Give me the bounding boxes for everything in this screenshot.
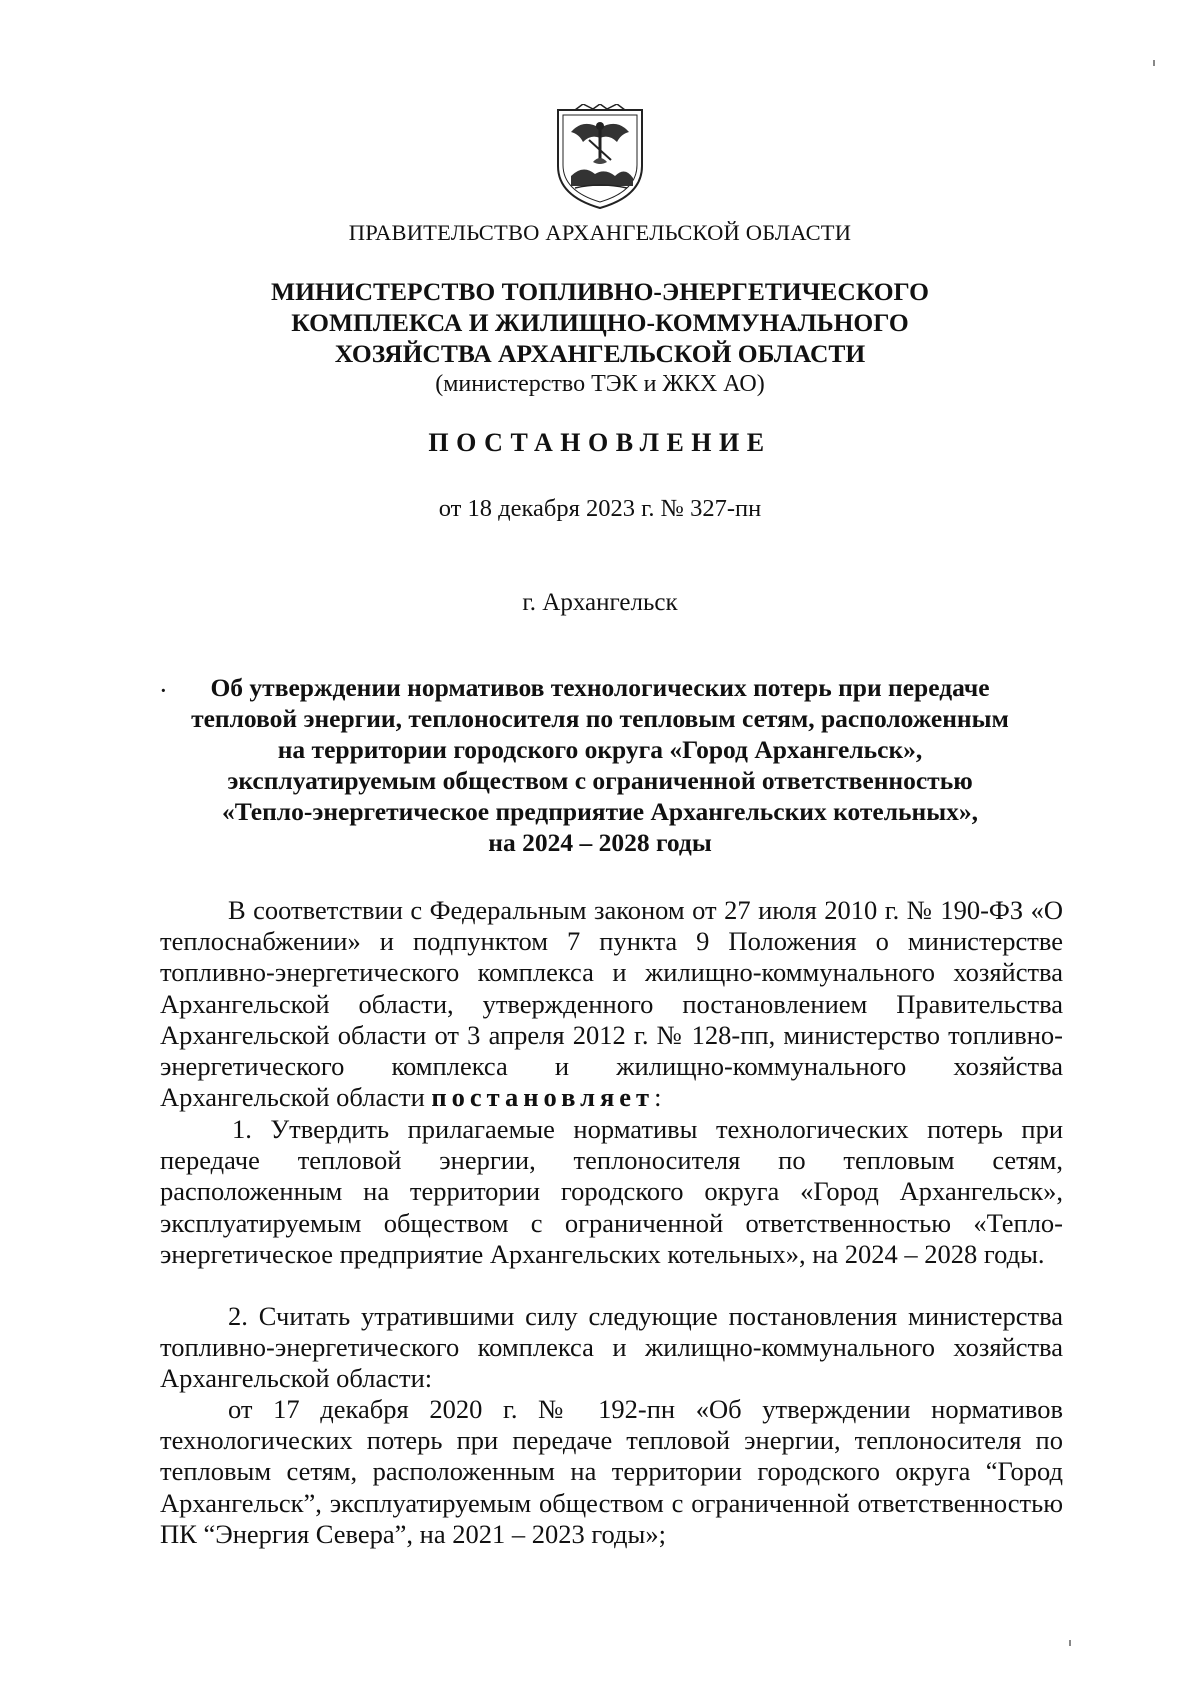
title-line-6: на 2024 – 2028 годы bbox=[488, 828, 712, 857]
government-name: ПРАВИТЕЛЬСТВО АРХАНГЕЛЬСКОЙ ОБЛАСТИ bbox=[348, 220, 852, 245]
ministry-name-line-1: МИНИСТЕРСТВО ТОПЛИВНО-ЭНЕРГЕТИЧЕСКОГО bbox=[271, 277, 929, 306]
item-2-subitem-1: от 17 декабря 2020 г. № 192-пн «Об утверждении нормативов технологических потерь при передаче тепловой энергии, теплоносителя по тепловым сетям, расположенным на территории городского округа “Город Архангельск”, эксплуатируемым обществом с ограниченной ответственностью ПК “Энергия Севера”, на 2021 – 2023 годы»; bbox=[160, 1394, 1063, 1549]
ministry-name-line-2: КОМПЛЕКСА И ЖИЛИЩНО-КОММУНАЛЬНОГО bbox=[291, 308, 909, 337]
document-date-number: от 18 декабря 2023 г. № 327-пн bbox=[438, 495, 762, 522]
preamble-paragraph bbox=[160, 895, 1063, 1113]
document-city: г. Архангельск bbox=[522, 589, 678, 616]
title-line-1: Об утверждении нормативов технологических потерь при передаче bbox=[210, 673, 990, 702]
decree-word: постановляет bbox=[431, 1082, 655, 1113]
title-bullet: · bbox=[160, 680, 167, 702]
title-line-2: тепловой энергии, теплоносителя по тепловым сетям, расположенным bbox=[191, 704, 1009, 733]
title-line-4: эксплуатируемым обществом с ограниченной ответственностью bbox=[227, 766, 973, 795]
scan-mark bbox=[1069, 1640, 1071, 1646]
preamble-text: В соответствии с Федеральным законом от 27 июля 2010 г. № 190-ФЗ «О теплоснабжении» и подпунктом 7 пункта 9 Положения о министерстве топливно-энергетического комплекса и жилищно-коммунального хозяйства Архангельской области, утвержденного постановлением Правительства Архангельской области от 3 апреля 2012 г. № 128-пп, министерство топливно-энергетического комплекса и жилищно-коммунального хозяйства Архангельской области bbox=[160, 895, 1063, 1113]
coat-of-arms-icon bbox=[553, 104, 647, 212]
item-1-paragraph: 1. Утвердить прилагаемые нормативы технологических потерь при передаче тепловой энергии, теплоносителя по тепловым сетям, расположенным на территории городского округа «Город Архангельск», эксплуатируемым обществом с ограниченной ответственностью «Тепло-энергетическое предприятие Архангельских котельных», на 2024 – 2028 годы. bbox=[160, 1114, 1063, 1269]
preamble-colon: : bbox=[654, 1082, 662, 1113]
item-2-paragraph: 2. Считать утратившими силу следующие постановления министерства топливно-энергетического комплекса и жилищно-коммунального хозяйства Архангельской области: bbox=[160, 1301, 1063, 1394]
document-type: ПОСТАНОВЛЕНИЕ bbox=[428, 428, 772, 457]
title-line-5: «Тепло-энергетическое предприятие Архангельских котельных», bbox=[221, 797, 978, 826]
scan-mark bbox=[1153, 60, 1155, 66]
ministry-name-line-3: ХОЗЯЙСТВА АРХАНГЕЛЬСКОЙ ОБЛАСТИ bbox=[334, 339, 866, 368]
title-line-3: на территории городского округа «Город Архангельск», bbox=[277, 735, 923, 764]
ministry-abbreviation: (министерство ТЭК и ЖКХ АО) bbox=[435, 371, 765, 397]
